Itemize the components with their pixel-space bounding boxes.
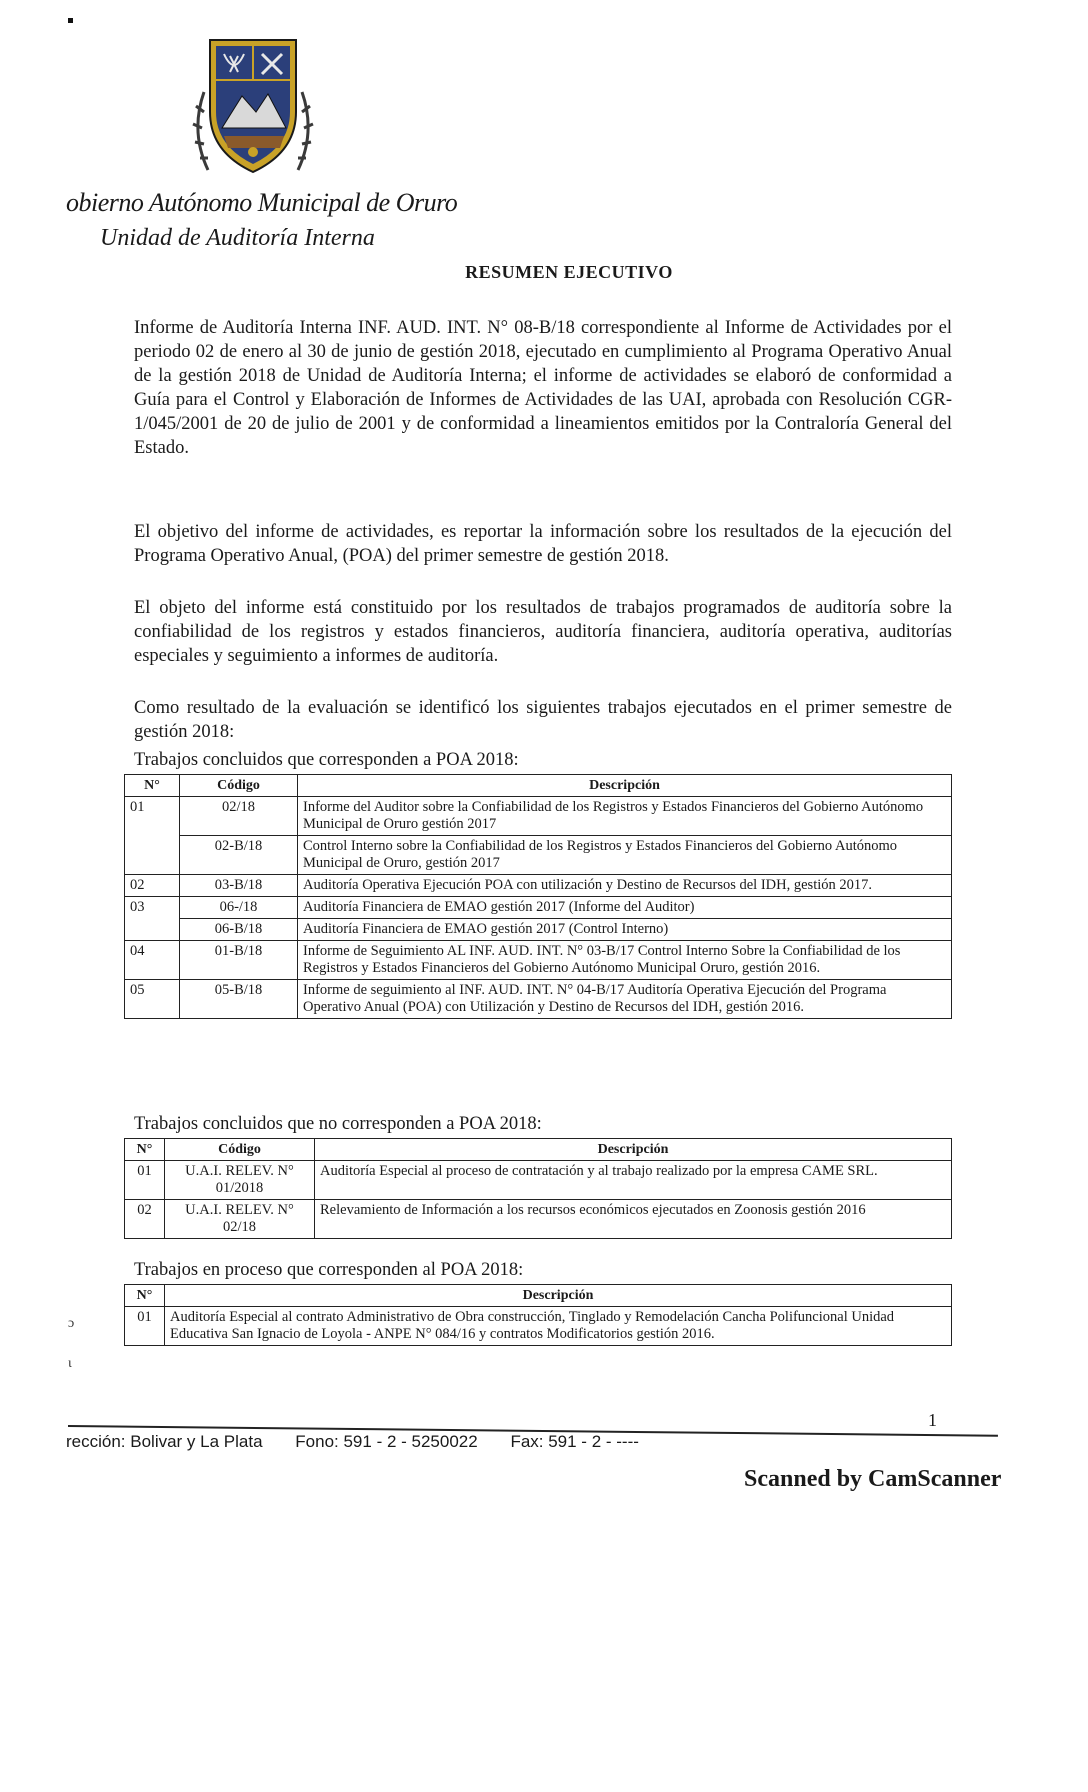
table-row: 06-B/18 Auditoría Financiera de EMAO gestión 2017 (Control Interno) [125,919,952,941]
footer-fax: Fax: 591 - 2 - ---- [510,1432,639,1451]
table-row: 01 Auditoría Especial al contrato Administrativo de Obra construcción, Tinglado y Remodelación Cancha Polifuncional Unidad Educativa San Ignacio de Loyola - ANPE N° 084/16 y contratos Modificatorios gestión 2016. [125,1307,952,1346]
paragraph-objective: El objetivo del informe de actividades, es reportar la información sobre los resultados de la ejecución del Programa Operativo Anual, (POA) del primer semestre de gestión 2018. [134,522,952,566]
scanner-watermark: Scanned by CamScanner [744,1466,1002,1492]
page-number: 1 [928,1410,937,1430]
organization-name: obierno Autónomo Municipal de Oruro [66,188,458,217]
paragraph-scope: El objeto del informe está constituido por los resultados de trabajos programados de auditoría sobre la confiabilidad de los registros y estados financieros, auditoría financiera, auditoría operativa, auditorías especiales y seguimiento a informes de auditoría. [134,598,952,666]
table1-caption: Trabajos concluidos que corresponden a POA 2018: [134,750,519,770]
document-title: RESUMEN EJECUTIVO [465,262,673,282]
table-row: 03 06-/18 Auditoría Financiera de EMAO gestión 2017 (Informe del Auditor) [125,897,952,919]
table-completed-non-poa [124,1138,952,1239]
paragraph-intro: Informe de Auditoría Interna INF. AUD. INT. N° 08-B/18 correspondiente al Informe de Actividades por el periodo 02 de enero al 30 de junio de gestión 2018, ejecutado en cumplimiento al Programa Operativo Anual de la gestión 2018 de Unidad de Auditoría Interna; el informe de actividades se elaboró de conformidad a Guía para el Control y Elaboración de Informes de Actividades de las UAI, aprobada con Resolución CGR-1/045/2001 de 20 de julio de 2001 y de conformidad a lineamientos emitidos por la Contraloría General del Estado. [134,318,952,458]
footer [66,1432,667,1452]
table-row: 02-B/18 Control Interno sobre la Confiabilidad de los Registros y Estados Financieros del Gobierno Autónomo Municipal de Oruro, gestión 2017 [125,836,952,875]
scan-speck [68,18,73,23]
table-row: 04 01-B/18 Informe de Seguimiento AL INF. AUD. INT. N° 03-B/17 Control Interno Sobre la Confiabilidad de los Registros y Estados Financieros del Gobierno Autónomo Municipal Oruro, gestión 2016. [125,941,952,980]
table-in-progress [124,1284,952,1346]
table2-caption: Trabajos concluidos que no corresponden a POA 2018: [134,1114,542,1134]
municipal-crest-icon [190,32,316,182]
table3-caption: Trabajos en proceso que corresponden al POA 2018: [134,1260,524,1280]
paragraph-result: Como resultado de la evaluación se identificó los siguientes trabajos ejecutados en el primer semestre de gestión 2018: [134,698,952,742]
table-row: 01 U.A.I. RELEV. N° 01/2018 Auditoría Especial al proceso de contratación y al trabajo realizado por la empresa CAME SRL. [125,1161,952,1200]
margin-mark: ɔ [68,1316,75,1331]
unit-name: Unidad de Auditoría Interna [100,225,375,251]
table-header-row: N° Descripción [125,1285,952,1307]
table-header-row: N° Código Descripción [125,1139,952,1161]
table-completed-poa [124,774,952,1019]
table-row: 02 U.A.I. RELEV. N° 02/18 Relevamiento de Información a los recursos económicos ejecutados en Zoonosis gestión 2016 [125,1200,952,1239]
margin-mark: ι [68,1356,72,1371]
table-header-row: N° Código Descripción [125,775,952,797]
table-row: 05 05-B/18 Informe de seguimiento al INF. AUD. INT. N° 04-B/17 Auditoría Operativa Ejecución del Programa Operativo Anual (POA) con Utilización y Destino de Recursos del IDH, gestión 2016. [125,980,952,1019]
footer-address: rección: Bolivar y La Plata [66,1432,263,1451]
table-row: 01 02/18 Informe del Auditor sobre la Confiabilidad de los Registros y Estados Financieros del Gobierno Autónomo Municipal de Oruro gestión 2017 [125,797,952,836]
footer-phone: Fono: 591 - 2 - 5250022 [295,1432,478,1451]
table-row: 02 03-B/18 Auditoría Operativa Ejecución POA con utilización y Destino de Recursos del IDH, gestión 2017. [125,875,952,897]
